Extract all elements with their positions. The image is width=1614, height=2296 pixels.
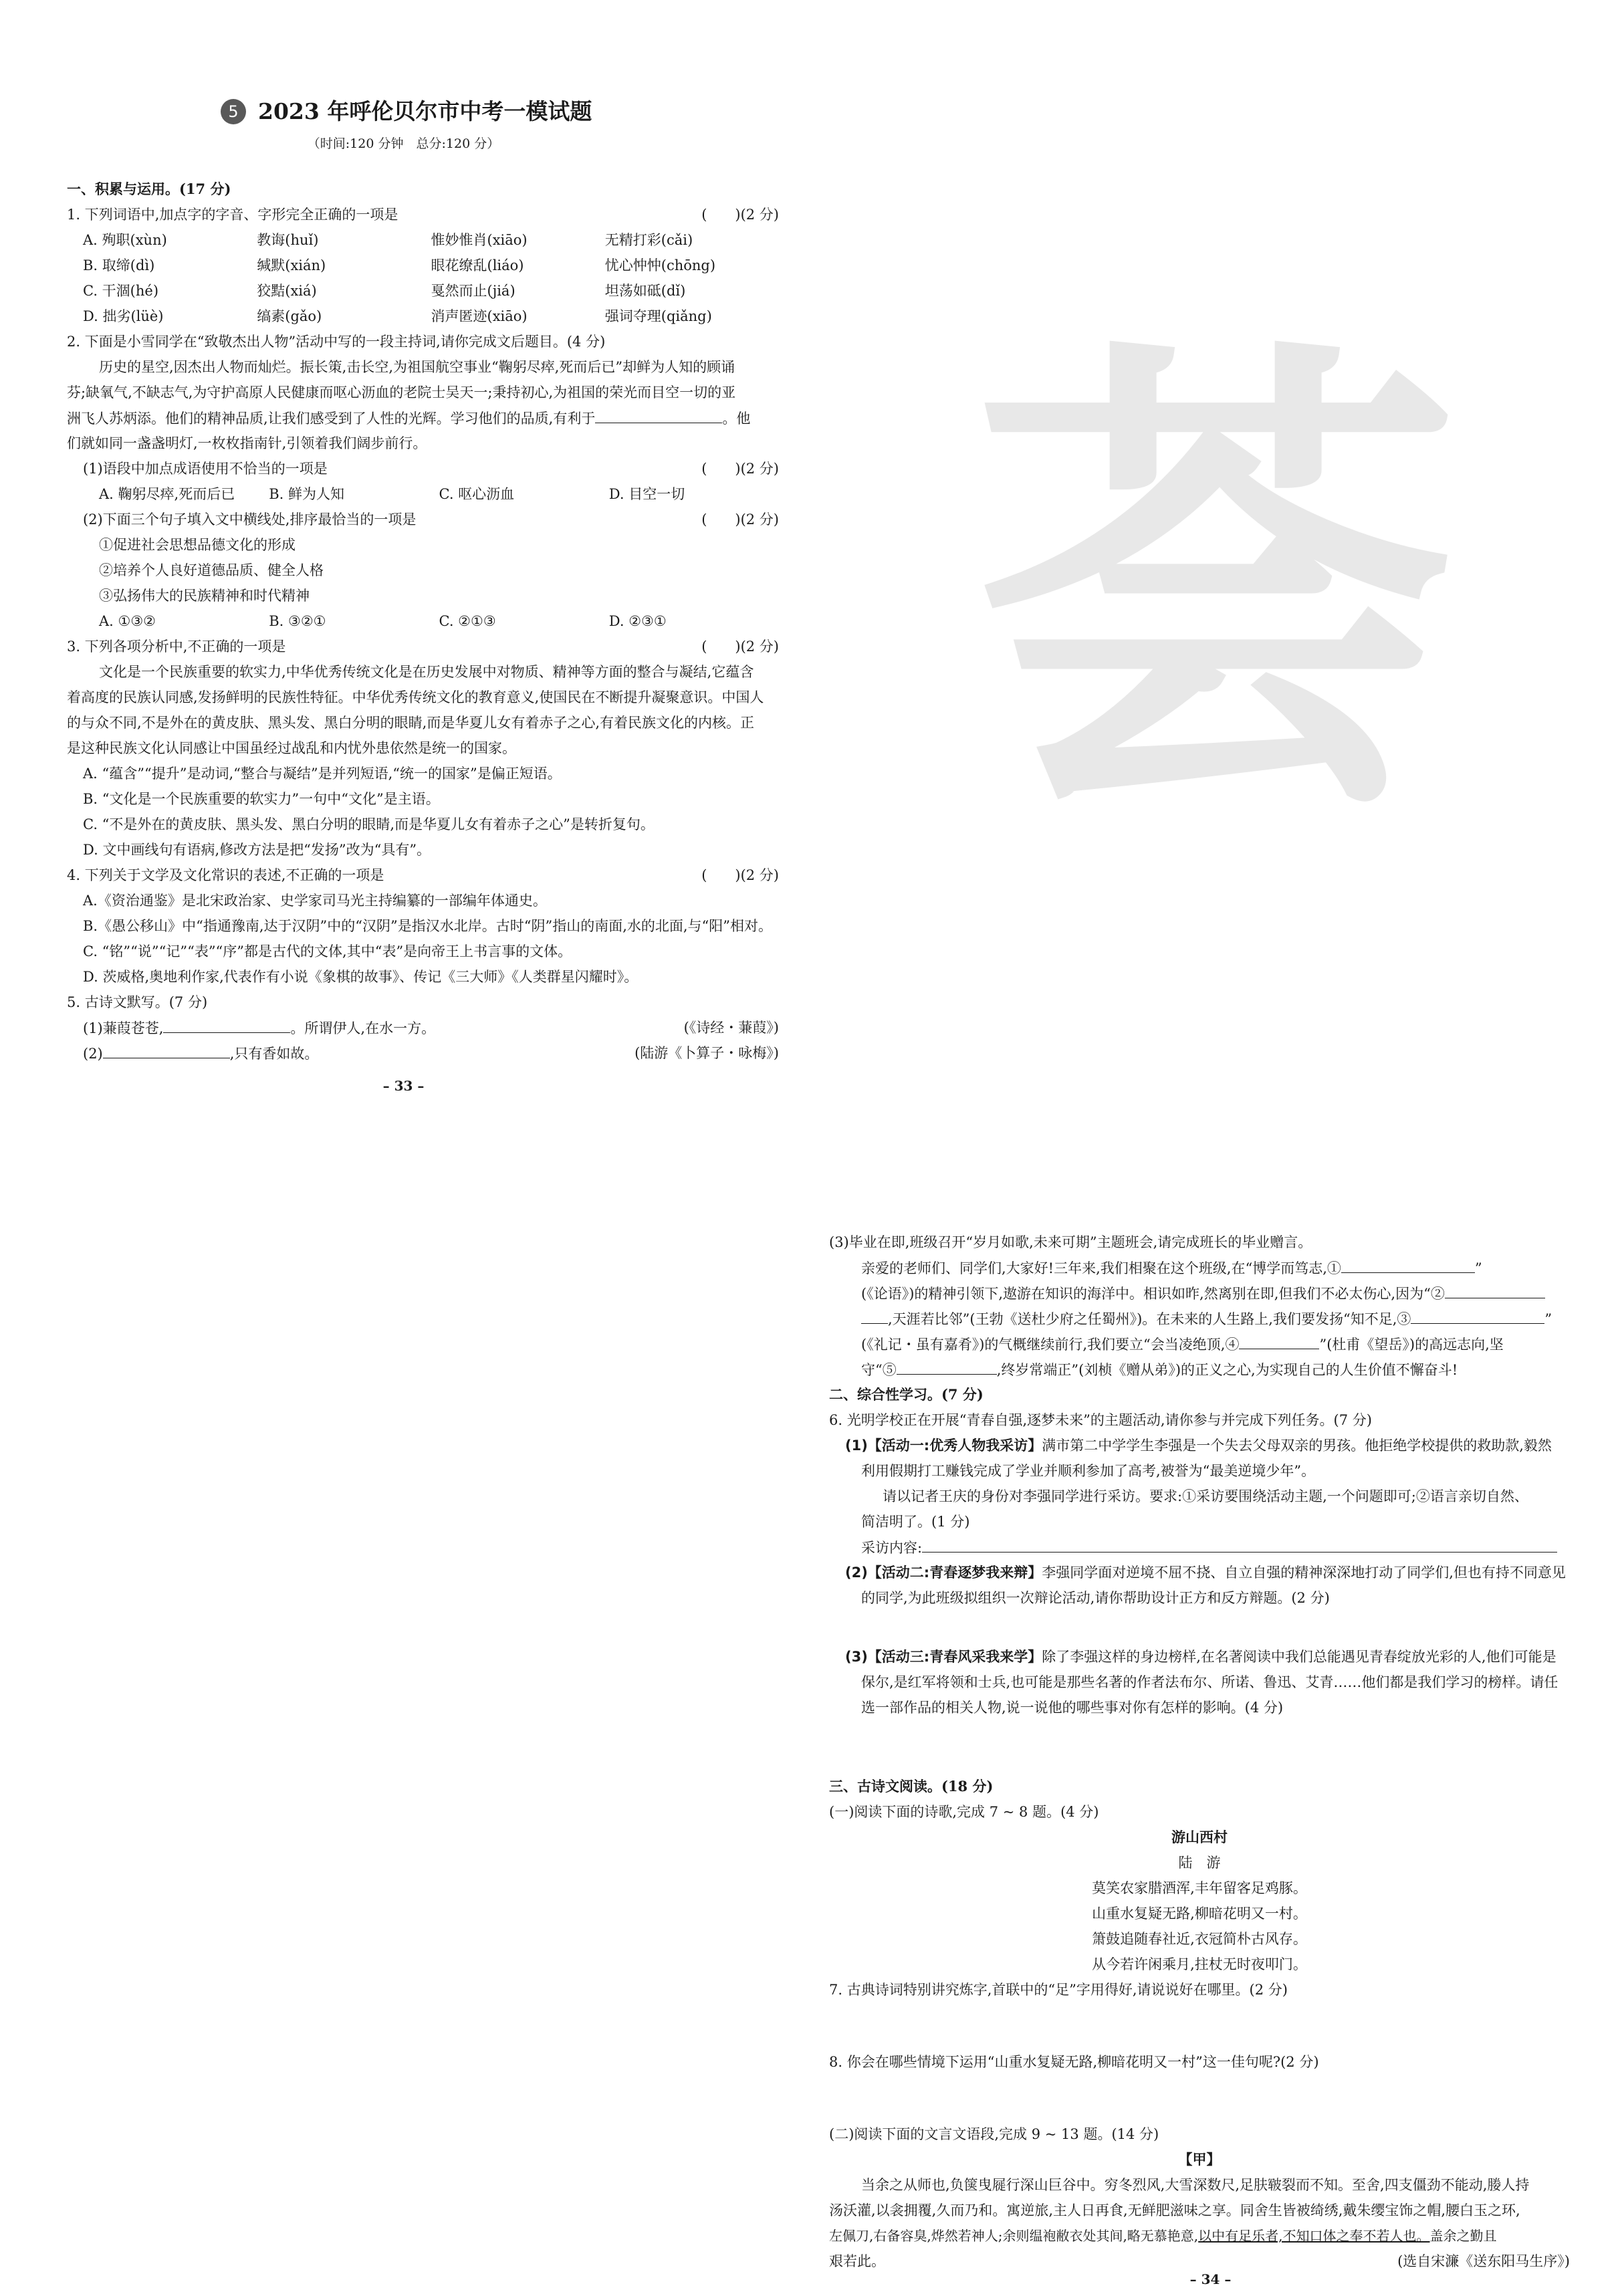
q5-speech-3-text: ,天涯若比邻”(王勃《送杜少府之任蜀州》)。在未来的人生路上,我们要发扬“知不足,③ [888, 1311, 1411, 1327]
q5-speech-1-end: ” [1474, 1260, 1482, 1276]
q5-blank-1[interactable] [163, 1015, 290, 1033]
q1-stem [67, 202, 779, 227]
q1-c-1: C. 干涸(hé) [83, 283, 159, 299]
q4-option-c: C. “铭”“说”“记”“表”“序”都是古代的文体,其中“表”是向帝王上书言事的文体。 [83, 943, 572, 959]
q3-para-line-3: 的与众不同,不是外在的黄皮肤、黑头发、黑白分明的眼睛,而是华夏儿女有着赤子之心,有着民族文化的内核。正 [67, 715, 755, 731]
q6-activity-1-line-4: 简洁明了。(1 分) [861, 1514, 970, 1530]
q2-para-line-4: 们就如同一盏盏明灯,一枚枚指南针,引领着我们阔步前行。 [67, 435, 427, 451]
q4-option-b: B.《愚公移山》中“指通豫南,达于汉阴”中的“汉阴”是指汉水北岸。古时“阴”指山的南面,水的北面,与“阳”相对。 [83, 918, 773, 934]
q1-b-1: B. 取缔(dì) [83, 257, 155, 273]
q2-sub2-options [67, 608, 779, 634]
q5-blank-4-cont[interactable] [861, 1306, 888, 1324]
q5-line-2-end: ,只有香如故。 [229, 1046, 319, 1062]
q5-speech-1-text: 亲爱的老师们、同学们,大家好!三年来,我们相聚在这个班级,在“博学而笃志,① [861, 1260, 1341, 1276]
q5-speech-line-1 [829, 1255, 1570, 1280]
q2-sentence-3: ③弘扬伟大的民族精神和时代精神 [99, 588, 310, 604]
q2-sub1-opt-d: D. 目空一切 [608, 486, 685, 502]
q2-sub2-opt-c: C. ②①③ [439, 613, 496, 629]
q2-sub1-bracket: ( )(2 分) [701, 461, 779, 477]
q2-sub1-options [67, 481, 779, 507]
poem-intro: (一)阅读下面的诗歌,完成 7 ~ 8 题。(4 分) [829, 1804, 1099, 1820]
q5-speech-line-2 [829, 1280, 1570, 1306]
q2-para-line-1: 历史的星空,因杰出人物而灿烂。振长策,击长空,为祖国航空事业“鞠躬尽瘁,死而后已”却鲜为人知的顾诵 [99, 359, 735, 375]
q1-stem-text: 1. 下列词语中,加点字的字音、字形完全正确的一项是 [67, 207, 398, 223]
left-page [0, 0, 807, 1148]
q4-bracket: ( )(2 分) [701, 867, 779, 883]
q5-blank-7[interactable] [897, 1357, 997, 1375]
q5-line-1-start: (1)蒹葭苍苍, [83, 1020, 164, 1036]
q2-sentence-1: ①促进社会思想品德文化的形成 [99, 537, 296, 553]
page-number-right: – 34 – [1189, 2271, 1232, 2287]
q4-stem-text: 4. 下列关于文学及文化常识的表述,不正确的一项是 [67, 867, 384, 883]
section-1-heading: 一、积累与运用。(17 分) [67, 181, 231, 197]
q6-interview-label: 采访内容: [861, 1540, 923, 1556]
q6-activity-1-line-2: 利用假期打工赚钱完成了学业并顺利参加了高考,被誉为“最美逆境少年”。 [861, 1463, 1316, 1479]
q1-a-1: A. 殉职(xùn) [83, 232, 167, 248]
q5-line-2-start: (2) [83, 1046, 103, 1062]
prose-line-3-start: 左佩刀,右备容臭,烨然若神人;余则缊袍敝衣处其间,略无慕艳意, [829, 2228, 1199, 2244]
prose-line-4-text: 艰若此。 [829, 2253, 885, 2269]
q6-activity-1 [829, 1433, 1570, 1458]
q5-speech-4-end: ”(杜甫《望岳》)的高远志向,坚 [1319, 1337, 1504, 1353]
q4-stem [67, 863, 779, 888]
q2-sub2-text: (2)下面三个句子填入文中横线处,排序最恰当的一项是 [83, 511, 417, 528]
q6-activity-3 [829, 1644, 1570, 1670]
q5-speech-5-end: ,终岁常端正”(刘桢《赠从弟》)的正义之心,为实现自己的人生价值不懈奋斗! [996, 1362, 1458, 1378]
q6-activity-1-line-3: 请以记者王庆的身份对李强同学进行采访。要求:①采访要围绕活动主题,一个问题即可;②语言亲切自然、 [883, 1488, 1528, 1504]
q4-option-d: D. 茨威格,奥地利作家,代表作有小说《象棋的故事》、传记《三大师》《人类群星闪耀时》。 [83, 969, 639, 985]
section-2-heading: 二、综合性学习。(7 分) [829, 1386, 984, 1403]
q5-line-1-end: 。所谓伊人,在水一方。 [290, 1020, 436, 1036]
q6-activity-1-text: 满市第二中学学生李强是一个失去父母双亲的男孩。他拒绝学校提供的救助款,毅然 [1042, 1438, 1552, 1454]
exam-number-badge: 5 [221, 99, 246, 124]
q2-sub1-opt-b: B. 鲜为人知 [269, 486, 345, 502]
prose-line-3 [829, 2223, 1570, 2249]
prose-label-jia: 【甲】 [1178, 2152, 1221, 2168]
q3-option-c: C. “不是外在的黄皮肤、黑头发、黑白分明的眼睛,而是华夏儿女有着赤子之心”是转折复句。 [83, 816, 655, 832]
poem-line-2: 山重水复疑无路,柳暗花明又一村。 [1092, 1906, 1307, 1922]
q2-para-line-3-end: 。他 [722, 411, 751, 427]
prose-line-1: 当余之从师也,负箧曳屣行深山巨谷中。穷冬烈风,大雪深数尺,足肤皲裂而不知。至舍,四支僵劲不能动,媵人持 [861, 2177, 1530, 2193]
q2-sub2-opt-d: D. ②③① [608, 613, 667, 629]
poem-title: 游山西村 [1171, 1829, 1228, 1845]
q5-speech-5-text: 守“⑤ [861, 1362, 897, 1378]
q2-sub1-opt-c: C. 呕心沥血 [439, 486, 515, 502]
q5-speech-line-4 [829, 1331, 1570, 1357]
q1-d-3: 消声匿迹(xiāo) [431, 308, 528, 324]
q5-line-2-source: (陆游《卜算子・咏梅》) [635, 1045, 779, 1061]
q1-row-c [67, 278, 779, 304]
q5-blank-6[interactable] [1239, 1331, 1319, 1349]
q6-activity-2-text: 李强同学面对逆境不屈不挠、自立自强的精神深深地打动了同学们,但也有持不同意见 [1042, 1565, 1566, 1581]
q7: 7. 古典诗词特别讲究炼字,首联中的“足”字用得好,请说说好在哪里。(2 分) [829, 1982, 1288, 1998]
q1-c-2: 狡黠(xiá) [257, 283, 317, 299]
q5-blank-4[interactable] [1445, 1280, 1545, 1298]
poem-line-1: 莫笑农家腊酒浑,丰年留客足鸡豚。 [1092, 1880, 1307, 1896]
q2-fill-blank[interactable] [595, 405, 722, 423]
q1-d-2: 缟素(gǎo) [257, 308, 322, 324]
q5-blank-5[interactable] [1411, 1306, 1544, 1324]
q1-c-4: 坦荡如砥(dǐ) [604, 283, 686, 299]
q2-para-line-3 [67, 405, 779, 431]
q2-sub1 [67, 456, 779, 481]
poem-line-3: 箫鼓追随春社近,衣冠简朴古风存。 [1092, 1931, 1307, 1947]
q2-sub2-bracket: ( )(2 分) [701, 511, 779, 528]
q3-para-line-4: 是这种民族文化认同感让中国虽经过战乱和内忧外患依然是统一的国家。 [67, 740, 516, 756]
q6-activity-1-tag: (1)【活动一:优秀人物我采访】 [845, 1438, 1042, 1454]
prose-source: (选自宋濂《送东阳马生序》) [1397, 2253, 1570, 2269]
q5-speech-3-end: ” [1544, 1311, 1552, 1327]
q4-option-a: A.《资治通鉴》是北宋政治家、史学家司马光主持编纂的一部编年体通史。 [83, 893, 547, 909]
q5-sub3-intro: (3)毕业在即,班级召开“岁月如歌,未来可期”主题班会,请完成班长的毕业赠言。 [829, 1234, 1312, 1250]
q6-activity-3-line-3: 选一部作品的相关人物,说一说他的哪些事对你有怎样的影响。(4 分) [861, 1700, 1284, 1716]
q3-stem [67, 634, 779, 659]
q5-blank-3[interactable] [1341, 1255, 1475, 1273]
q3-bracket: ( )(2 分) [701, 639, 779, 655]
q5-line-1-source: (《诗经・蒹葭》) [683, 1020, 779, 1036]
q6-activity-2-line-2: 的同学,为此班级拟组织一次辩论活动,请你帮助设计正方和反方辩题。(2 分) [861, 1590, 1330, 1606]
q1-d-4: 强词夺理(qiǎng) [604, 308, 712, 324]
q8: 8. 你会在哪些情境下运用“山重水复疑无路,柳暗花明又一村”这一佳句呢?(2 分) [829, 2054, 1319, 2070]
q1-a-2: 教诲(huǐ) [257, 232, 319, 248]
q5-stem: 5. 古诗文默写。(7 分) [67, 994, 208, 1010]
q2-sub2-opt-b: B. ③②① [269, 613, 326, 629]
q1-row-b [67, 253, 779, 278]
q6-activity-3-tag: (3)【活动三:青春风采我来学】 [845, 1649, 1042, 1665]
prose-intro: (二)阅读下面的文言文语段,完成 9 ~ 13 题。(14 分) [829, 2126, 1159, 2142]
q1-row-d [67, 304, 779, 329]
q1-c-3: 戛然而止(jiá) [431, 283, 515, 299]
q6-interview-line [829, 1534, 1570, 1560]
q1-a-4: 无精打彩(cǎi) [604, 232, 693, 248]
q3-stem-text: 3. 下列各项分析中,不正确的一项是 [67, 639, 286, 655]
q5-line-1 [67, 1015, 779, 1040]
q6-activity-3-text: 除了李强这样的身边榜样,在名著阅读中我们总能遇见青春绽放光彩的人,他们可能是 [1042, 1649, 1557, 1665]
q5-speech-2-text: (《论语》)的精神引领下,遨游在知识的海洋中。相识如昨,然离别在即,但我们不必太伤心,因为“② [861, 1286, 1445, 1302]
q6-interview-blank[interactable] [922, 1534, 1557, 1553]
q2-sub1-opt-a: A. 鞠躬尽瘁,死而后已 [99, 486, 235, 502]
poem-line-4: 从今若许闲乘月,拄杖无时夜叩门。 [1092, 1956, 1307, 1972]
q1-b-2: 缄默(xián) [257, 257, 326, 273]
q3-para-line-2: 着高度的民族认同感,发扬鲜明的民族性特征。中华优秀传统文化的教育意义,使国民在不断提升凝聚意识。中国人 [67, 689, 764, 705]
prose-line-4 [829, 2249, 1570, 2274]
q1-a-3: 惟妙惟肖(xiāo) [431, 232, 528, 248]
q3-option-a: A. “蕴含”“提升”是动词,“整合与凝结”是并列短语,“统一的国家”是偏正短语。 [83, 766, 562, 782]
prose-line-2: 汤沃灌,以衾拥覆,久而乃和。寓逆旅,主人日再食,无鲜肥滋味之享。同舍生皆被绮绣,戴朱缨宝饰之帽,腰白玉之环, [829, 2202, 1520, 2218]
q5-blank-2[interactable] [103, 1040, 230, 1058]
q6-activity-2 [829, 1560, 1570, 1585]
q1-d-1: D. 拙劣(lüè) [83, 308, 164, 324]
q2-para-line-2: 芬;缺氧气,不缺志气,为守护高原人民健康而呕心沥血的老院士吴天一;秉持初心,为祖国的荣光而目空一切的亚 [67, 384, 736, 400]
q5-line-2 [67, 1040, 779, 1066]
q2-para-line-3-text: 洲飞人苏炳添。他们的精神品质,让我们感受到了人性的光辉。学习他们的品质,有利于 [67, 411, 596, 427]
q6-stem: 6. 光明学校正在开展“青春自强,逐梦未来”的主题活动,请你参与并完成下列任务。(7 分) [829, 1412, 1372, 1428]
q2-sub2-opt-a: A. ①③② [99, 613, 156, 629]
right-page [807, 1148, 1614, 2296]
q1-b-3: 眼花缭乱(liáo) [431, 257, 524, 273]
q6-activity-2-tag: (2)【活动二:青春逐梦我来辩】 [845, 1565, 1042, 1581]
prose-underlined-sentence: 以中有足乐者,不知口体之奉不若人也。 [1198, 2228, 1430, 2244]
watermark-glyph: 荟 [976, 308, 1458, 869]
exam-title-block [221, 94, 635, 134]
prose-line-3-end: 盖余之勤且 [1429, 2228, 1497, 2244]
q1-answer-bracket: ( )(2 分) [701, 207, 779, 223]
q2-sub2 [67, 507, 779, 532]
page-number-left: – 33 – [382, 1078, 425, 1094]
q1-row-a [67, 227, 779, 253]
q2-stem: 2. 下面是小雪同学在“致敬杰出人物”活动中写的一段主持词,请你完成文后题目。(4 分) [67, 334, 606, 350]
q3-para-line-1: 文化是一个民族重要的软实力,中华优秀传统文化是在历史发展中对物质、精神等方面的整合与凝结,它蕴含 [99, 664, 754, 680]
q2-sentence-2: ②培养个人良好道德品质、健全人格 [99, 562, 324, 578]
exam-title: 2023 年呼伦贝尔市中考一模试题 [258, 98, 592, 124]
q1-b-4: 忧心忡忡(chōng) [604, 257, 716, 273]
q3-option-b: B. “文化是一个民族重要的软实力”一句中“文化”是主语。 [83, 791, 440, 807]
poem-author: 陆 游 [1178, 1855, 1221, 1871]
q5-speech-line-3 [829, 1306, 1570, 1331]
q5-speech-4-text: (《礼记・虽有嘉肴》)的气概继续前行,我们要立“会当凌绝顶,④ [861, 1337, 1240, 1353]
exam-subtitle: （时间:120 分钟 总分:120 分） [307, 136, 500, 151]
q3-option-d: D. 文中画线句有语病,修改方法是把“发扬”改为“具有”。 [83, 842, 431, 858]
q6-activity-3-line-2: 保尔,是红军将领和士兵,也可能是那些名著的作者法布尔、所诺、鲁迅、艾青……他们都是我们学习的榜样。请任 [861, 1674, 1559, 1690]
q2-sub1-text: (1)语段中加点成语使用不恰当的一项是 [83, 461, 328, 477]
section-3-heading: 三、古诗文阅读。(18 分) [829, 1778, 994, 1795]
q5-speech-line-5 [829, 1357, 1570, 1382]
